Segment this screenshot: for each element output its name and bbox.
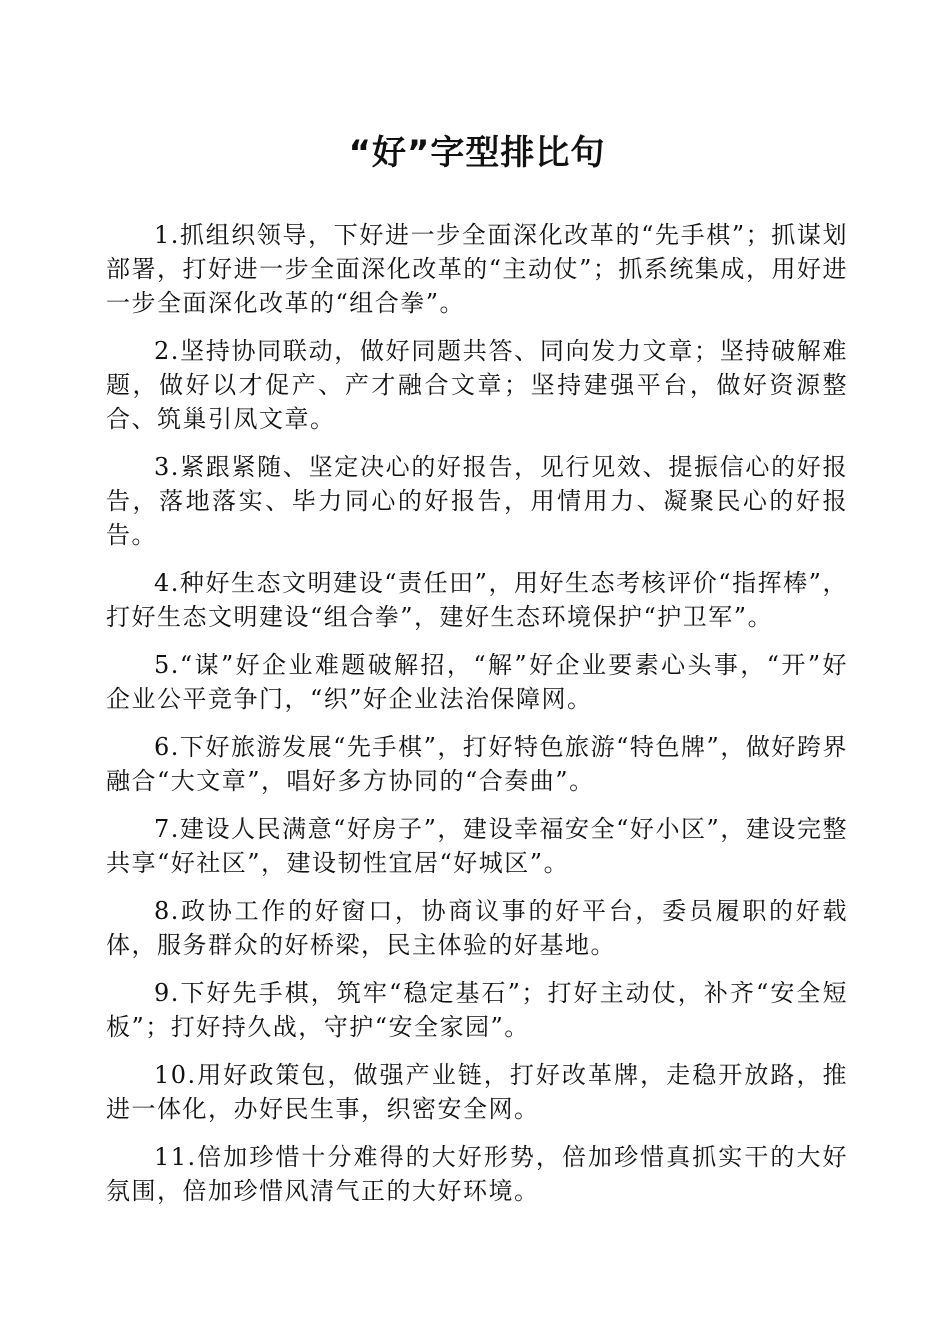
paragraph-11: 11.倍加珍惜十分难得的大好形势，倍加珍惜真抓实干的大好氛围，倍加珍惜风清气正的大好环境。 <box>106 1143 848 1205</box>
paragraph-5: 5.“谋”好企业难题破解招，“解”好企业要素心头事，“开”好企业公平竞争门，“织”好企业法治保障网。 <box>106 651 848 713</box>
paragraph-3: 3.紧跟紧随、坚定决心的好报告，见行见效、提振信心的好报告，落地落实、毕力同心的好报告，用情用力、凝聚民心的好报告。 <box>106 453 848 549</box>
paragraph-9: 9.下好先手棋，筑牢“稳定基石”；打好主动仗，补齐“安全短板”；打好持久战，守护“安全家园”。 <box>106 979 848 1041</box>
paragraph-1: 1.抓组织领导，下好进一步全面深化改革的“先手棋”；抓谋划部署，打好进一步全面深化改革的“主动仗”；抓系统集成，用好进一步全面深化改革的“组合拳”。 <box>106 221 848 317</box>
paragraph-10: 10.用好政策包，做强产业链，打好改革牌，走稳开放路，推进一体化，办好民生事，织密安全网。 <box>106 1061 848 1123</box>
paragraph-4: 4.种好生态文明建设“责任田”，用好生态考核评价“指挥棒”，打好生态文明建设“组合拳”，建好生态环境保护“护卫军”。 <box>106 569 848 631</box>
paragraph-7: 7.建设人民满意“好房子”，建设幸福安全“好小区”，建设完整共享“好社区”，建设韧性宜居“好城区”。 <box>106 815 848 877</box>
document-page <box>106 128 848 1222</box>
paragraph-8: 8.政协工作的好窗口，协商议事的好平台，委员履职的好载体，服务群众的好桥梁，民主体验的好基地。 <box>106 897 848 959</box>
paragraph-6: 6.下好旅游发展“先手棋”，打好特色旅游“特色牌”，做好跨界融合“大文章”，唱好多方协同的“合奏曲”。 <box>106 733 848 795</box>
document-title: “好”字型排比句 <box>348 133 606 173</box>
paragraph-2: 2.坚持协同联动，做好同题共答、同向发力文章；坚持破解难题，做好以才促产、产才融合文章；坚持建强平台，做好资源整合、筑巢引凤文章。 <box>106 337 848 433</box>
